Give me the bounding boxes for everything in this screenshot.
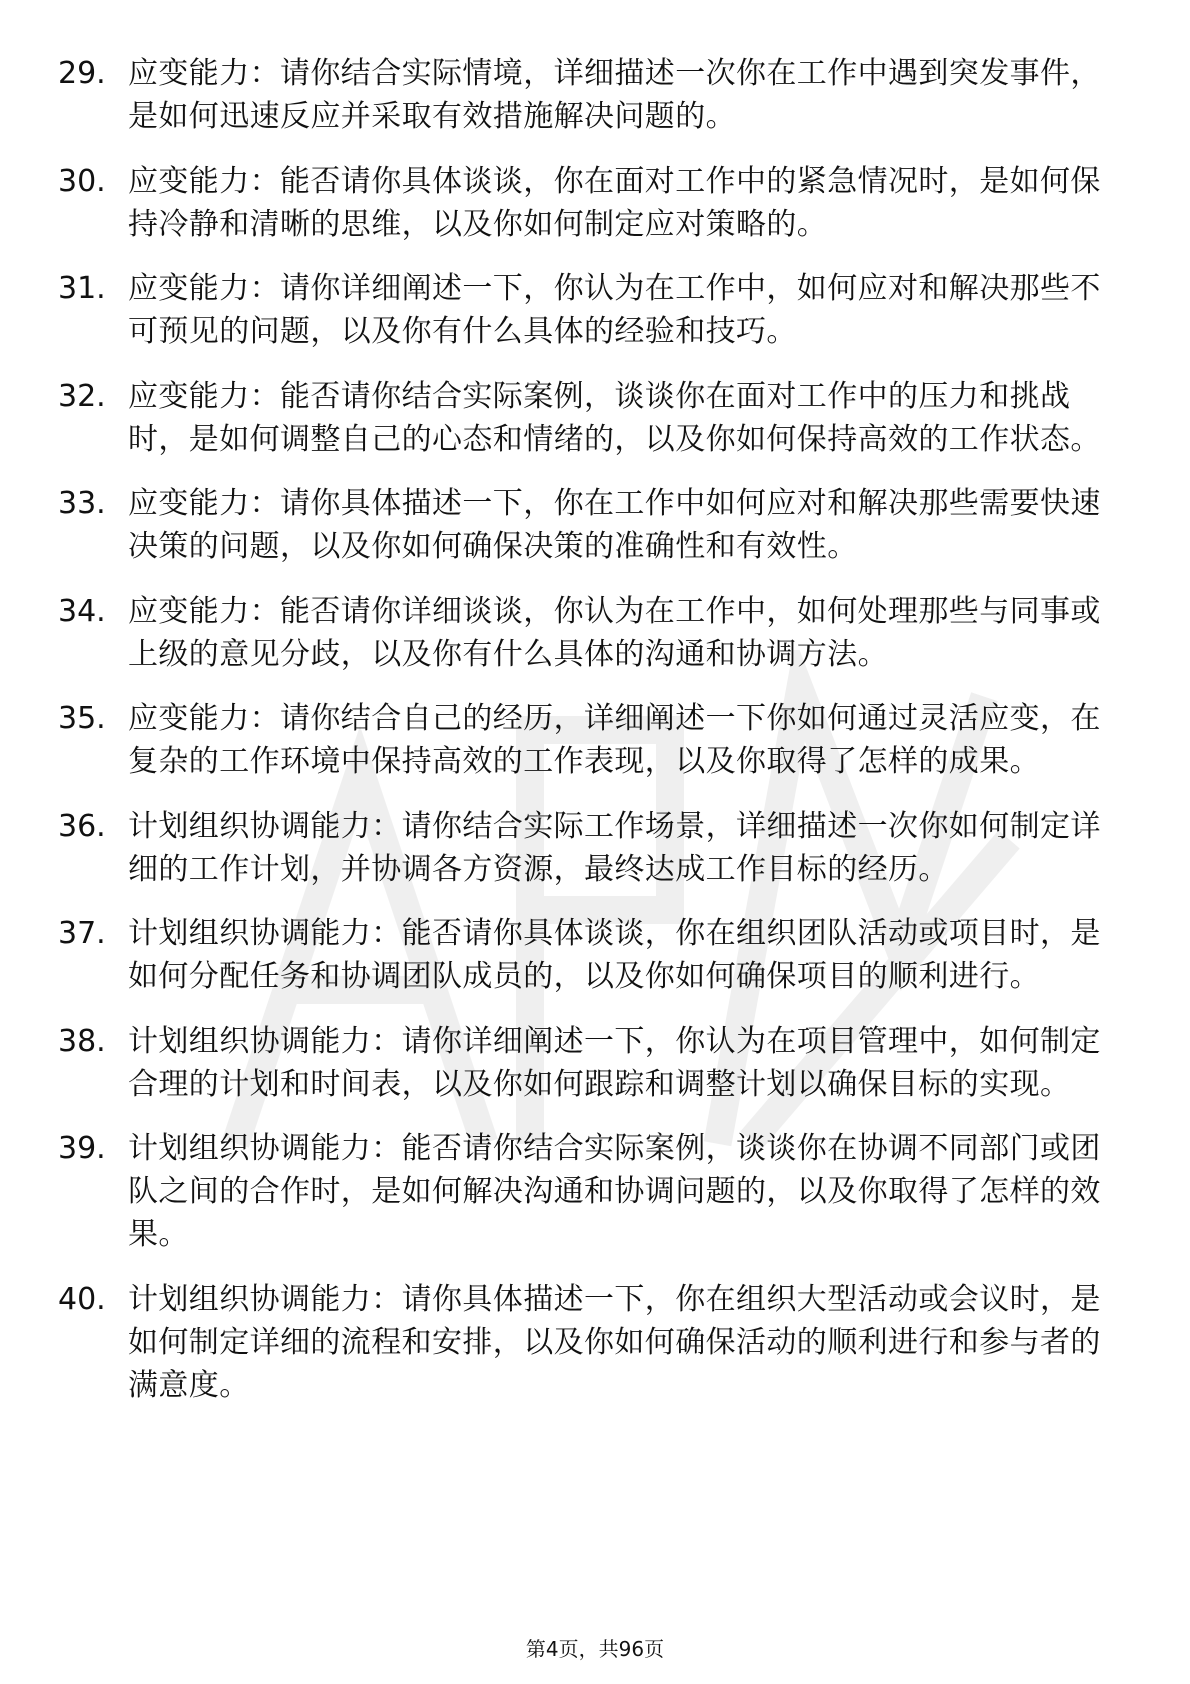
question-text: 计划组织协调能力：能否请你结合实际案例，谈谈你在协调不同部门或团队之间的合作时，是如何解决沟通和协调问题的，以及你取得了怎样的效果。 xyxy=(128,1131,1101,1252)
question-number: 29. xyxy=(58,56,106,91)
question-text: 应变能力：请你结合自己的经历，详细阐述一下你如何通过灵活应变，在复杂的工作环境中保持高效的工作表现，以及你取得了怎样的成果。 xyxy=(128,701,1101,779)
question-number: 37. xyxy=(58,916,106,951)
question-text: 应变能力：能否请你结合实际案例，谈谈你在面对工作中的压力和挑战时，是如何调整自己的心态和情绪的，以及你如何保持高效的工作状态。 xyxy=(128,378,1101,457)
list-item xyxy=(58,590,1118,676)
list-item xyxy=(58,267,1118,353)
list-item xyxy=(58,52,1118,138)
question-number: 33. xyxy=(58,486,106,521)
question-number: 39. xyxy=(58,1131,106,1166)
question-number: 34. xyxy=(58,593,106,629)
list-item xyxy=(58,160,1118,246)
question-number: 35. xyxy=(58,701,106,736)
question-text: 应变能力：能否请你具体谈谈，你在面对工作中的紧急情况时，是如何保持冷静和清晰的思维，以及你如何制定应对策略的。 xyxy=(128,163,1101,242)
question-list xyxy=(58,52,1118,1428)
question-number: 40. xyxy=(58,1281,106,1317)
list-item xyxy=(58,805,1118,891)
question-text: 计划组织协调能力：请你结合实际工作场景，详细描述一次你如何制定详细的工作计划，并协调各方资源，最终达成工作目标的经历。 xyxy=(128,808,1101,887)
list-item xyxy=(58,1278,1118,1407)
question-text: 应变能力：能否请你详细谈谈，你认为在工作中，如何处理那些与同事或上级的意见分歧，以及你有什么具体的沟通和协调方法。 xyxy=(128,593,1101,672)
list-item xyxy=(58,1127,1118,1256)
question-text: 应变能力：请你详细阐述一下，你认为在工作中，如何应对和解决那些不可预见的问题，以及你有什么具体的经验和技巧。 xyxy=(128,271,1101,349)
list-item xyxy=(58,1020,1118,1106)
question-text: 计划组织协调能力：请你详细阐述一下，你认为在项目管理中，如何制定合理的计划和时间表，以及你如何跟踪和调整计划以确保目标的实现。 xyxy=(128,1023,1101,1102)
question-number: 38. xyxy=(58,1023,106,1059)
question-number: 32. xyxy=(58,378,106,414)
question-text: 应变能力：请你结合实际情境，详细描述一次你在工作中遇到突发事件，是如何迅速反应并采取有效措施解决问题的。 xyxy=(128,56,1101,134)
question-number: 31. xyxy=(58,271,106,306)
question-number: 36. xyxy=(58,808,106,844)
page-number-label: 第4页，共96页 xyxy=(525,1637,665,1661)
list-item xyxy=(58,912,1118,998)
list-item xyxy=(58,697,1118,783)
question-text: 应变能力：请你具体描述一下，你在工作中如何应对和解决那些需要快速决策的问题，以及你如何确保决策的准确性和有效性。 xyxy=(128,486,1101,564)
question-number: 30. xyxy=(58,163,106,199)
page-footer xyxy=(0,1635,1190,1663)
question-text: 计划组织协调能力：请你具体描述一下，你在组织大型活动或会议时，是如何制定详细的流程和安排，以及你如何确保活动的顺利进行和参与者的满意度。 xyxy=(128,1281,1101,1403)
list-item xyxy=(58,482,1118,568)
list-item xyxy=(58,375,1118,461)
question-text: 计划组织协调能力：能否请你具体谈谈，你在组织团队活动或项目时，是如何分配任务和协调团队成员的，以及你如何确保项目的顺利进行。 xyxy=(128,916,1101,994)
